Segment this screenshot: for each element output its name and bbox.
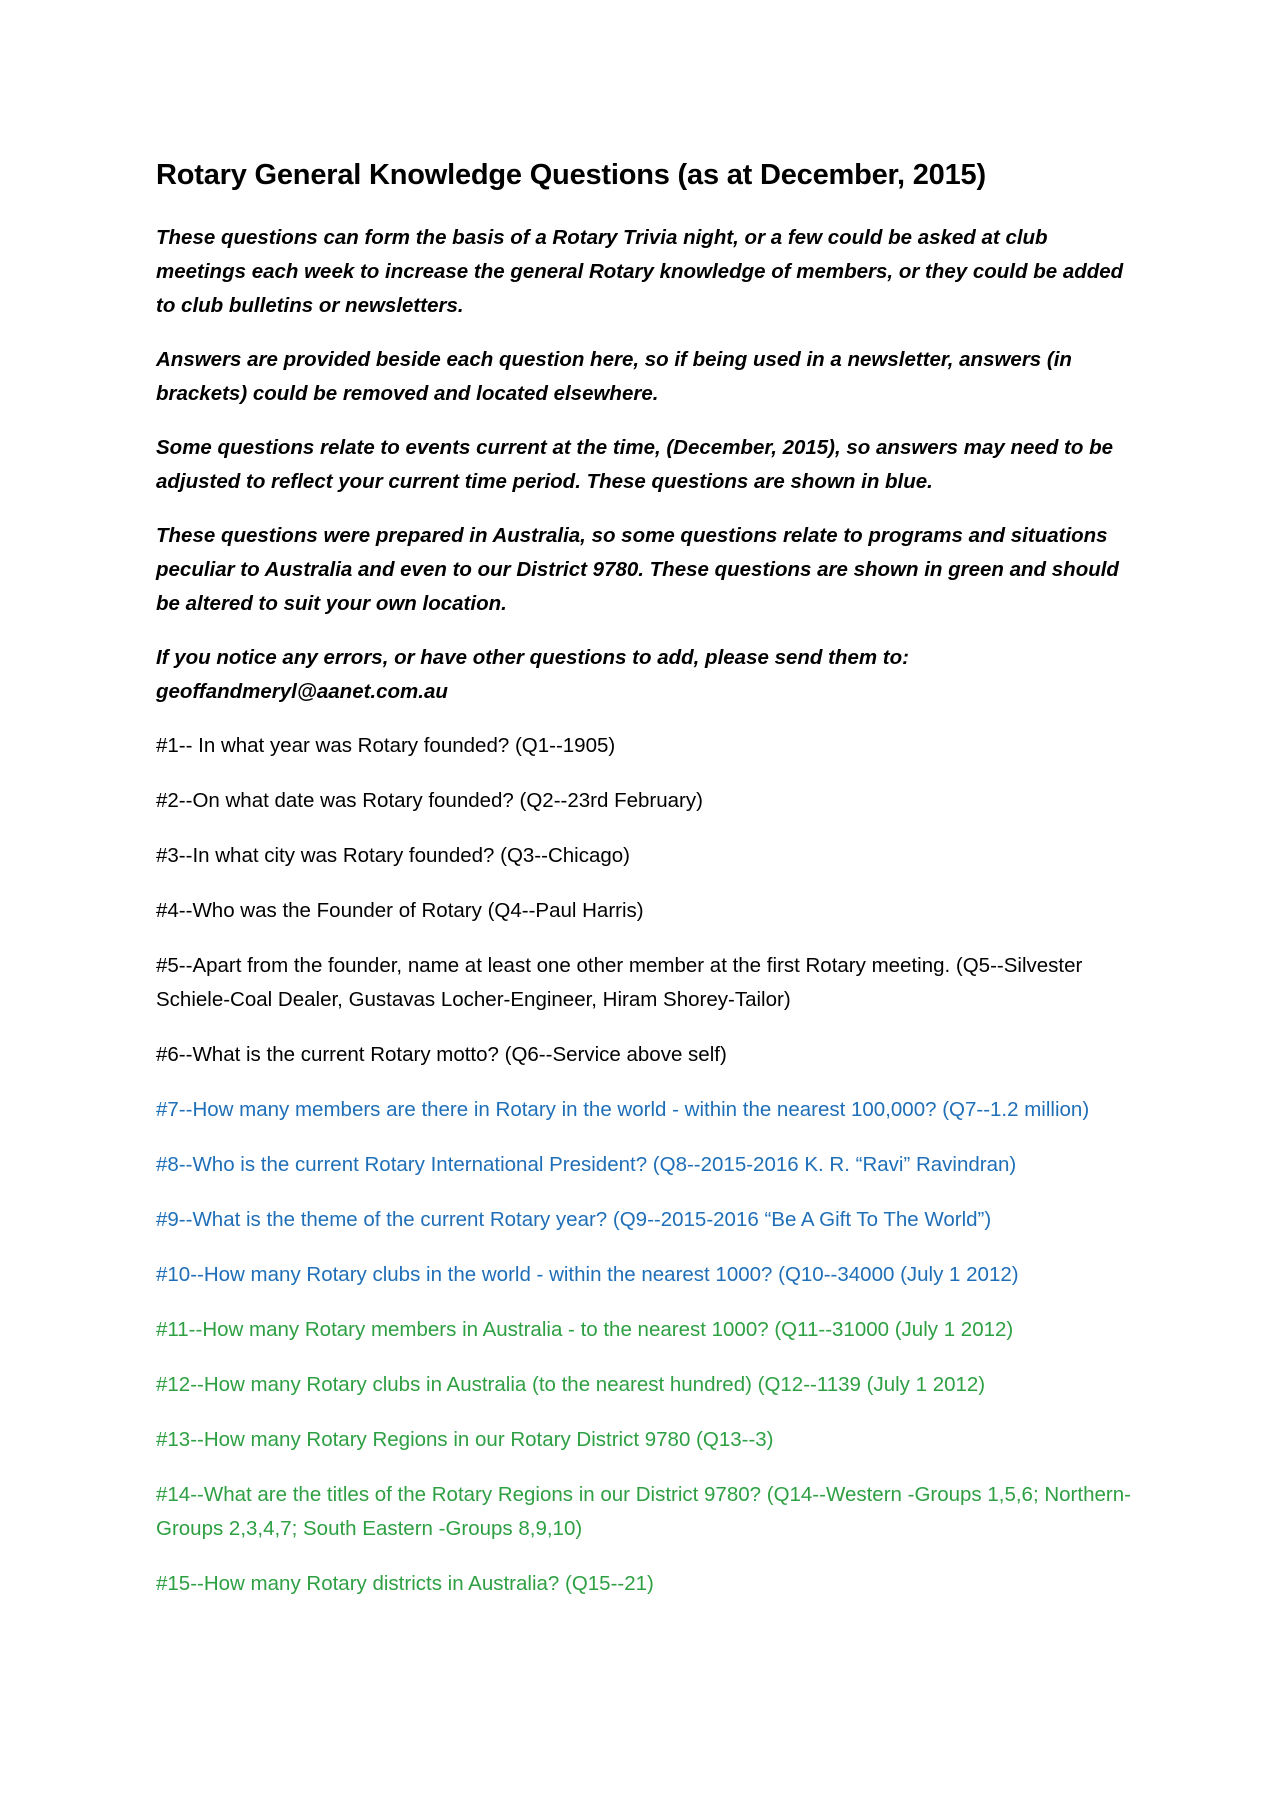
- question-item: #3--In what city was Rotary founded? (Q3--Chicago): [156, 843, 630, 867]
- document-title: Rotary General Knowledge Questions (as at December, 2015): [156, 159, 986, 191]
- question-item: #14--What are the titles of the Rotary Regions in our District 9780? (Q14--Western -Groups 1,5,6; Northern-Groups 2,3,4,7; South Eastern -Groups 8,9,10): [156, 1482, 1131, 1540]
- intro-paragraph-answers: Answers are provided beside each question here, so if being used in a newsletter, answers (in brackets) could be removed and located elsewhere.: [156, 347, 1072, 405]
- intro-paragraph-purpose: These questions can form the basis of a Rotary Trivia night, or a few could be asked at club meetings each week to increase the general Rotary knowledge of members, or they could be added to club bulletins or newsletters.: [156, 225, 1124, 317]
- question-item: #2--On what date was Rotary founded? (Q2--23rd February): [156, 788, 703, 812]
- question-item: #8--Who is the current Rotary International President? (Q8--2015-2016 K. R. “Ravi” Ravindran): [156, 1152, 1017, 1176]
- intro-section: [156, 221, 1136, 709]
- question-item: #9--What is the theme of the current Rotary year? (Q9--2015-2016 “Be A Gift To The World”): [156, 1207, 992, 1231]
- question-item: #12--How many Rotary clubs in Australia (to the nearest hundred) (Q12--1139 (July 1 2012): [156, 1372, 986, 1396]
- document-page: [156, 158, 1136, 1622]
- question-item: #7--How many members are there in Rotary in the world - within the nearest 100,000? (Q7--1.2 million): [156, 1097, 1090, 1121]
- question-item: #11--How many Rotary members in Australia - to the nearest 1000? (Q11--31000 (July 1 2012): [156, 1317, 1014, 1341]
- question-item: #10--How many Rotary clubs in the world - within the nearest 1000? (Q10--34000 (July 1 2012): [156, 1262, 1019, 1286]
- question-list: [156, 729, 1136, 1601]
- question-item: #15--How many Rotary districts in Australia? (Q15--21): [156, 1571, 654, 1595]
- question-item: #13--How many Rotary Regions in our Rotary District 9780 (Q13--3): [156, 1427, 774, 1451]
- intro-paragraph-contact: If you notice any errors, or have other questions to add, please send them to: geoffandmeryl@aanet.com.au: [156, 645, 909, 703]
- intro-paragraph-current-events: Some questions relate to events current at the time, (December, 2015), so answers may need to be adjusted to reflect your current time period. These questions are shown in blue.: [156, 435, 1114, 493]
- question-item: #1-- In what year was Rotary founded? (Q1--1905): [156, 733, 616, 757]
- question-item: #6--What is the current Rotary motto? (Q6--Service above self): [156, 1042, 727, 1066]
- question-item: #4--Who was the Founder of Rotary (Q4--Paul Harris): [156, 898, 644, 922]
- intro-paragraph-australia: These questions were prepared in Australia, so some questions relate to programs and situations peculiar to Australia and even to our District 9780. These questions are shown in green and should be altered to suit your own location.: [156, 523, 1119, 615]
- question-item: #5--Apart from the founder, name at least one other member at the first Rotary meeting. (Q5--Silvester Schiele-Coal Dealer, Gustavas Locher-Engineer, Hiram Shorey-Tailor): [156, 953, 1083, 1011]
